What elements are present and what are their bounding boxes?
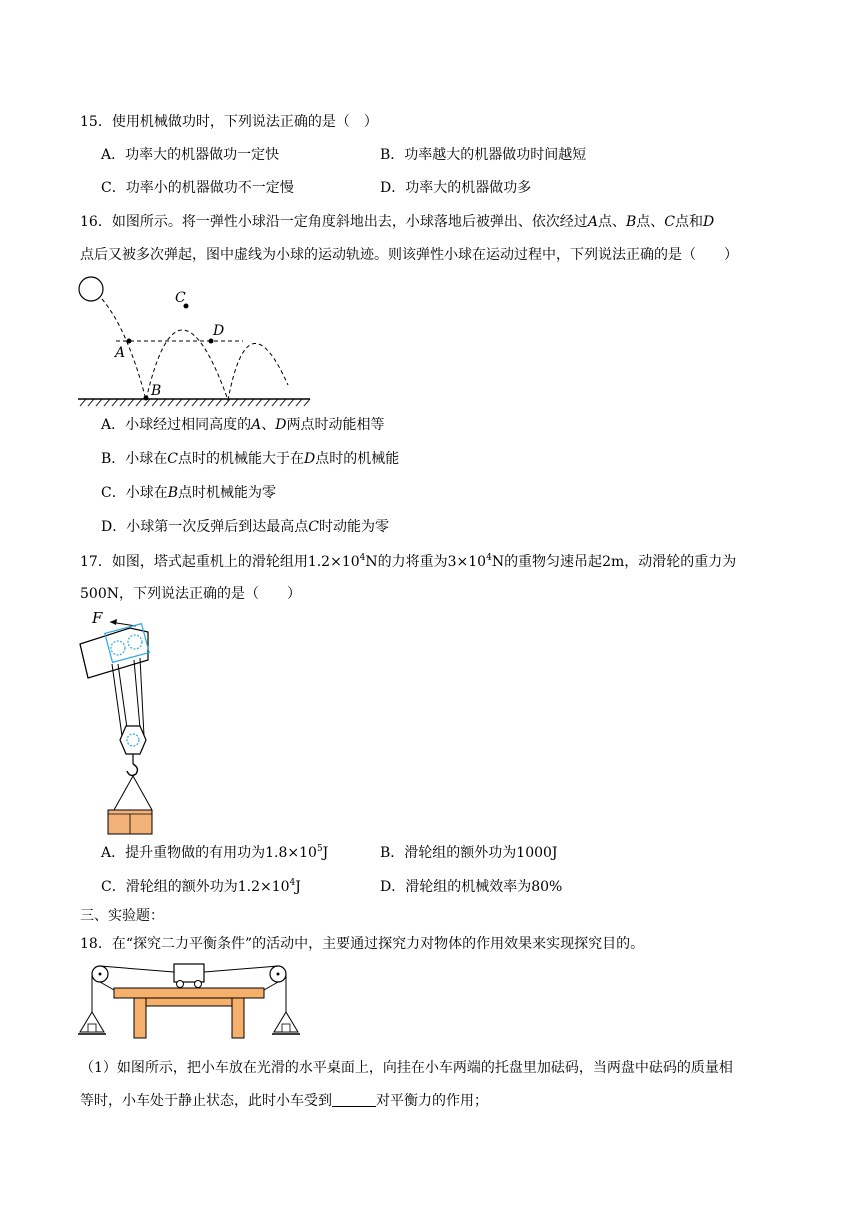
q18-part1-line2: 等时，小车处于静止状态，此时小车受到 对平衡力的作用； <box>80 1093 488 1109</box>
q17-option-d: D．滑轮组的机械效率为80% <box>380 879 563 895</box>
label-c: C <box>175 290 186 306</box>
answer-blank[interactable] <box>332 1092 376 1107</box>
q15-option-c: C．功率小的机器做功不一定慢 <box>101 180 294 196</box>
q16-option-c: C．小球在B点时机械能为零 <box>101 485 277 501</box>
q15-option-d: D．功率大的机器做功多 <box>380 180 532 196</box>
label-b: B <box>151 383 162 399</box>
table-leg-left <box>134 998 146 1038</box>
label-a: A <box>115 345 126 361</box>
string-left <box>100 966 174 972</box>
q17-option-b: B．滑轮组的额外功为1000J <box>380 845 558 861</box>
cart <box>174 964 204 982</box>
table-top <box>114 988 264 998</box>
q16-stem-line2: 点后又被多次弹起，图中虚线为小球的运动轨迹。则该弹性小球在运动过程中，下列说法正确的是（ ） <box>80 247 738 263</box>
q16-option-a: A．小球经过相同高度的A、D两点时动能相等 <box>101 417 385 433</box>
string-right <box>204 966 278 972</box>
q15-option-b: B．功率越大的机器做功时间越短 <box>380 147 587 163</box>
q15-option-a: A．功率大的机器做功一定快 <box>101 147 280 163</box>
trajectory-dashed-line <box>102 299 288 400</box>
q16-stem-line1: 16．如图所示。将一弹性小球沿一定角度斜地出去，小球落地后被弹出、依次经过A点、B点、C点和D <box>80 214 715 230</box>
movable-pulley <box>120 726 146 754</box>
q18-part1-line1: （1）如图所示，把小车放在光滑的水平桌面上，向挂在小车两端的托盘里加砝码，当两盘中砝码的质量相 <box>80 1060 733 1076</box>
q17-stem-line2: 500N，下列说法正确的是（ ） <box>80 586 301 602</box>
q18-stem: 18．在“探究二力平衡条件”的活动中，主要通过探究力对物体的作用效果来实现探究目的。 <box>80 936 645 952</box>
section-3-heading: 三、实验题： <box>80 908 164 924</box>
crane-pulley-figure <box>78 608 168 838</box>
point-d <box>209 339 214 344</box>
two-force-balance-figure <box>78 960 308 1040</box>
q15-stem: 15．使用机械做功时，下列说法正确的是（ ） <box>80 114 378 130</box>
table-leg-right <box>232 998 244 1038</box>
q16-option-b: B．小球在C点时的机械能大于在D点时的机械能 <box>101 451 400 467</box>
point-a <box>127 339 132 344</box>
label-d: D <box>213 323 225 339</box>
bouncing-ball-figure <box>78 275 318 410</box>
label-force-f: F <box>92 609 103 627</box>
q17-option-c: C．滑轮组的额外功为$1.2\times 10^4J$ <box>101 878 301 895</box>
ball-circle <box>79 277 103 301</box>
q16-option-d: D．小球第一次反弹后到达最高点C时动能为零 <box>101 519 389 535</box>
ground-hatch <box>80 399 310 406</box>
q17-option-a: A．提升重物做的有用功为$1.8\times 10^5J$ <box>101 844 329 861</box>
q17-stem-line1: 17．如图，塔式起重机上的滑轮组用$1.2\times 10^4N$的力将重为$3\times 10^4N$的重物匀速吊起2m，动滑轮的重力为 <box>80 553 737 570</box>
hook <box>127 764 137 775</box>
